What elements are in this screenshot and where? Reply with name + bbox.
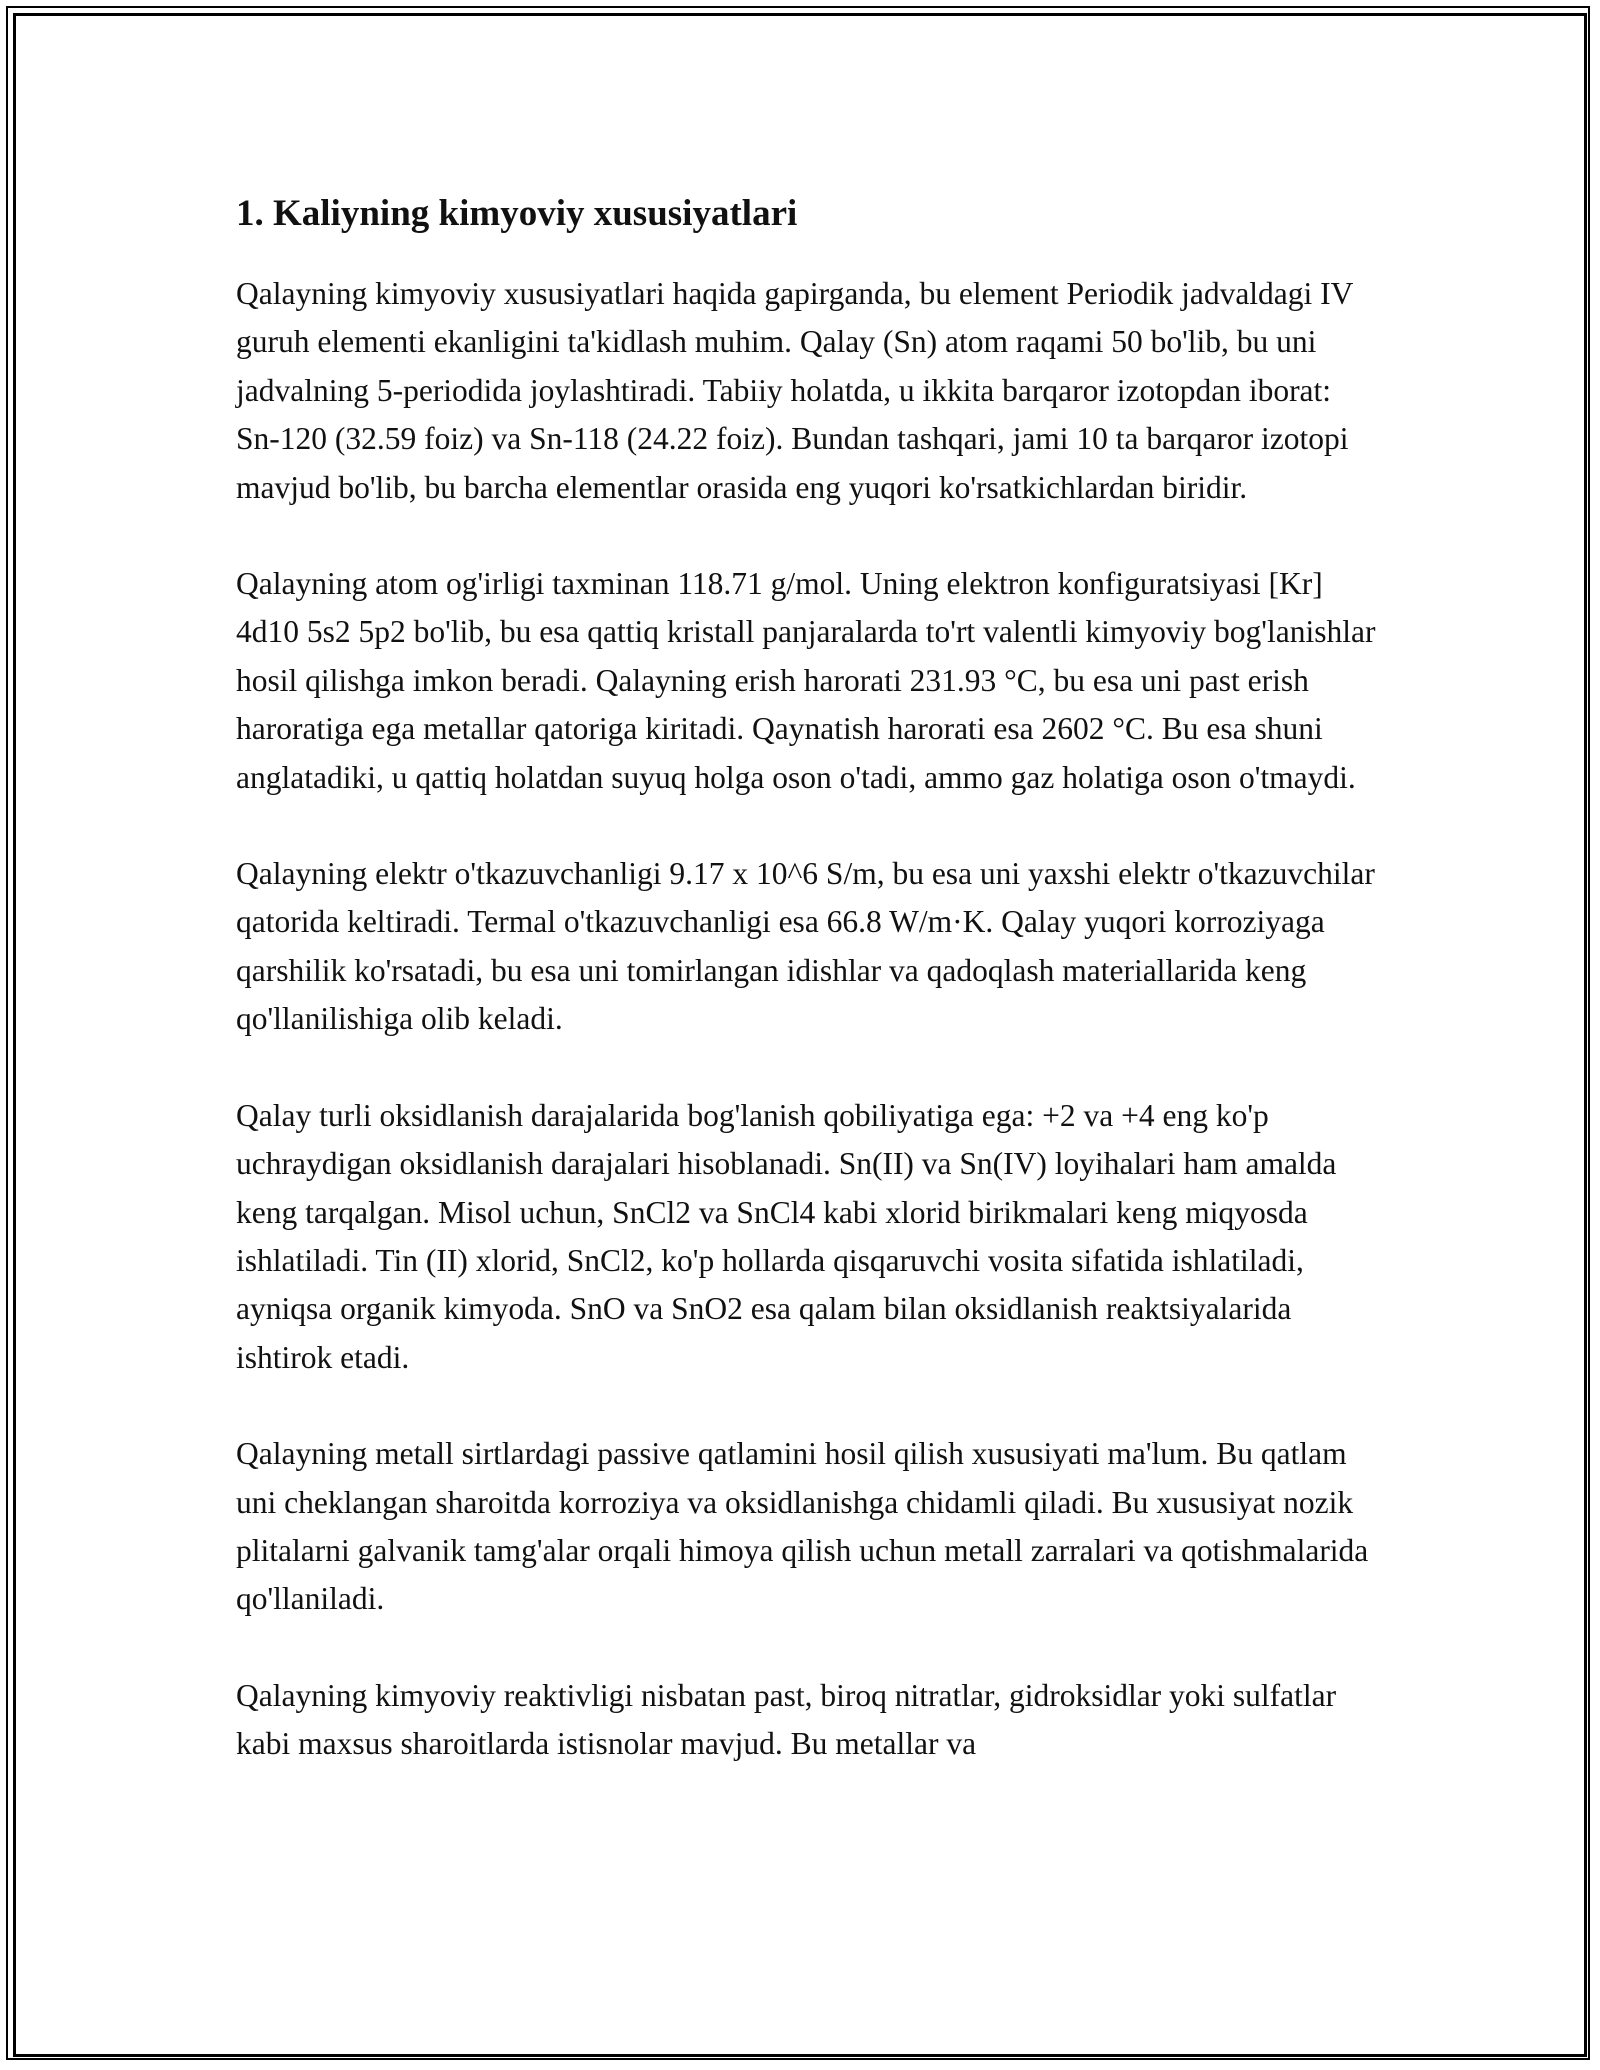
paragraph-6: Qalayning kimyoviy reaktivligi nisbatan past, biroq nitratlar, gidroksidlar yoki sulfatlar kabi maxsus sharoitlarda istisnolar mavjud. Bu metallar va <box>236 1677 1337 1762</box>
document-body <box>236 188 1376 1817</box>
paragraph-5: Qalayning metall sirtlardagi passive qatlamini hosil qilish xususiyati ma'lum. Bu qatlam uni cheklangan sharoitda korroziya va oksidlanishga chidamli qiladi. Bu xususiyat nozik plitalarni galvanik tamg'alar orqali himoya qilish uchun metall zarralari va qotishmalarida qo'llaniladi. <box>236 1436 1369 1617</box>
paragraph-4: Qalay turli oksidlanish darajalarida bog'lanish qobiliyatiga ega: +2 va +4 eng ko'p uchraydigan oksidlanish darajalari hisoblanadi. Sn(II) va Sn(IV) loyihalari ham amalda keng tarqalgan. Misol uchun, SnCl2 va SnCl4 kabi xlorid birikmalari keng miqyosda ishlatiladi. Tin (II) xlorid, SnCl2, ko'p hollarda qisqaruvchi vosita sifatida ishlatiladi, ayniqsa organik kimyoda. SnO va SnO2 esa qalam bilan oksidlanish reaktsiyalarida ishtirok etadi. <box>236 1097 1337 1375</box>
section-title: 1. Kaliyning kimyoviy xususiyatlari <box>236 193 798 234</box>
paragraph-1: Qalayning kimyoviy xususiyatlari haqida gapirganda, bu element Periodik jadvaldagi IV guruh elementi ekanligini ta'kidlash muhim. Qalay (Sn) atom raqami 50 bo'lib, bu uni jadvalning 5-periodida joylashtiradi. Tabiiy holatda, u ikkita barqaror izotopdan iborat: Sn-120 (32.59 foiz) va Sn-118 (24.22 foiz). Bundan tashqari, jami 10 ta barqaror izotopi mavjud bo'lib, bu barcha elementlar orasida eng yuqori ko'rsatkichlardan biridir. <box>236 276 1353 505</box>
paragraph-3: Qalayning elektr o'tkazuvchanligi 9.17 x 10^6 S/m, bu esa uni yaxshi elektr o'tkazuvchilar qatorida keltiradi. Termal o'tkazuvchanligi esa 66.8 W/m·K. Qalay yuqori korroziyaga qarshilik ko'rsatadi, bu esa uni tomirlangan idishlar va qadoqlash materiallarida keng qo'llanilishiga olib keladi. <box>236 856 1375 1037</box>
paragraph-2: Qalayning atom og'irligi taxminan 118.71 g/mol. Uning elektron konfiguratsiyasi [Kr] 4d10 5s2 5p2 bo'lib, bu esa qattiq kristall panjaralarda to'rt valentli kimyoviy bog'lanishlar hosil qilishga imkon beradi. Qalayning erish harorati 231.93 °C, bu esa uni past erish haroratiga ega metallar qatoriga kiritadi. Qaynatish harorati esa 2602 °C. Bu esa shuni anglatadiki, u qattiq holatdan suyuq holga oson o'tadi, ammo gaz holatiga oson o'tmaydi. <box>236 566 1376 795</box>
